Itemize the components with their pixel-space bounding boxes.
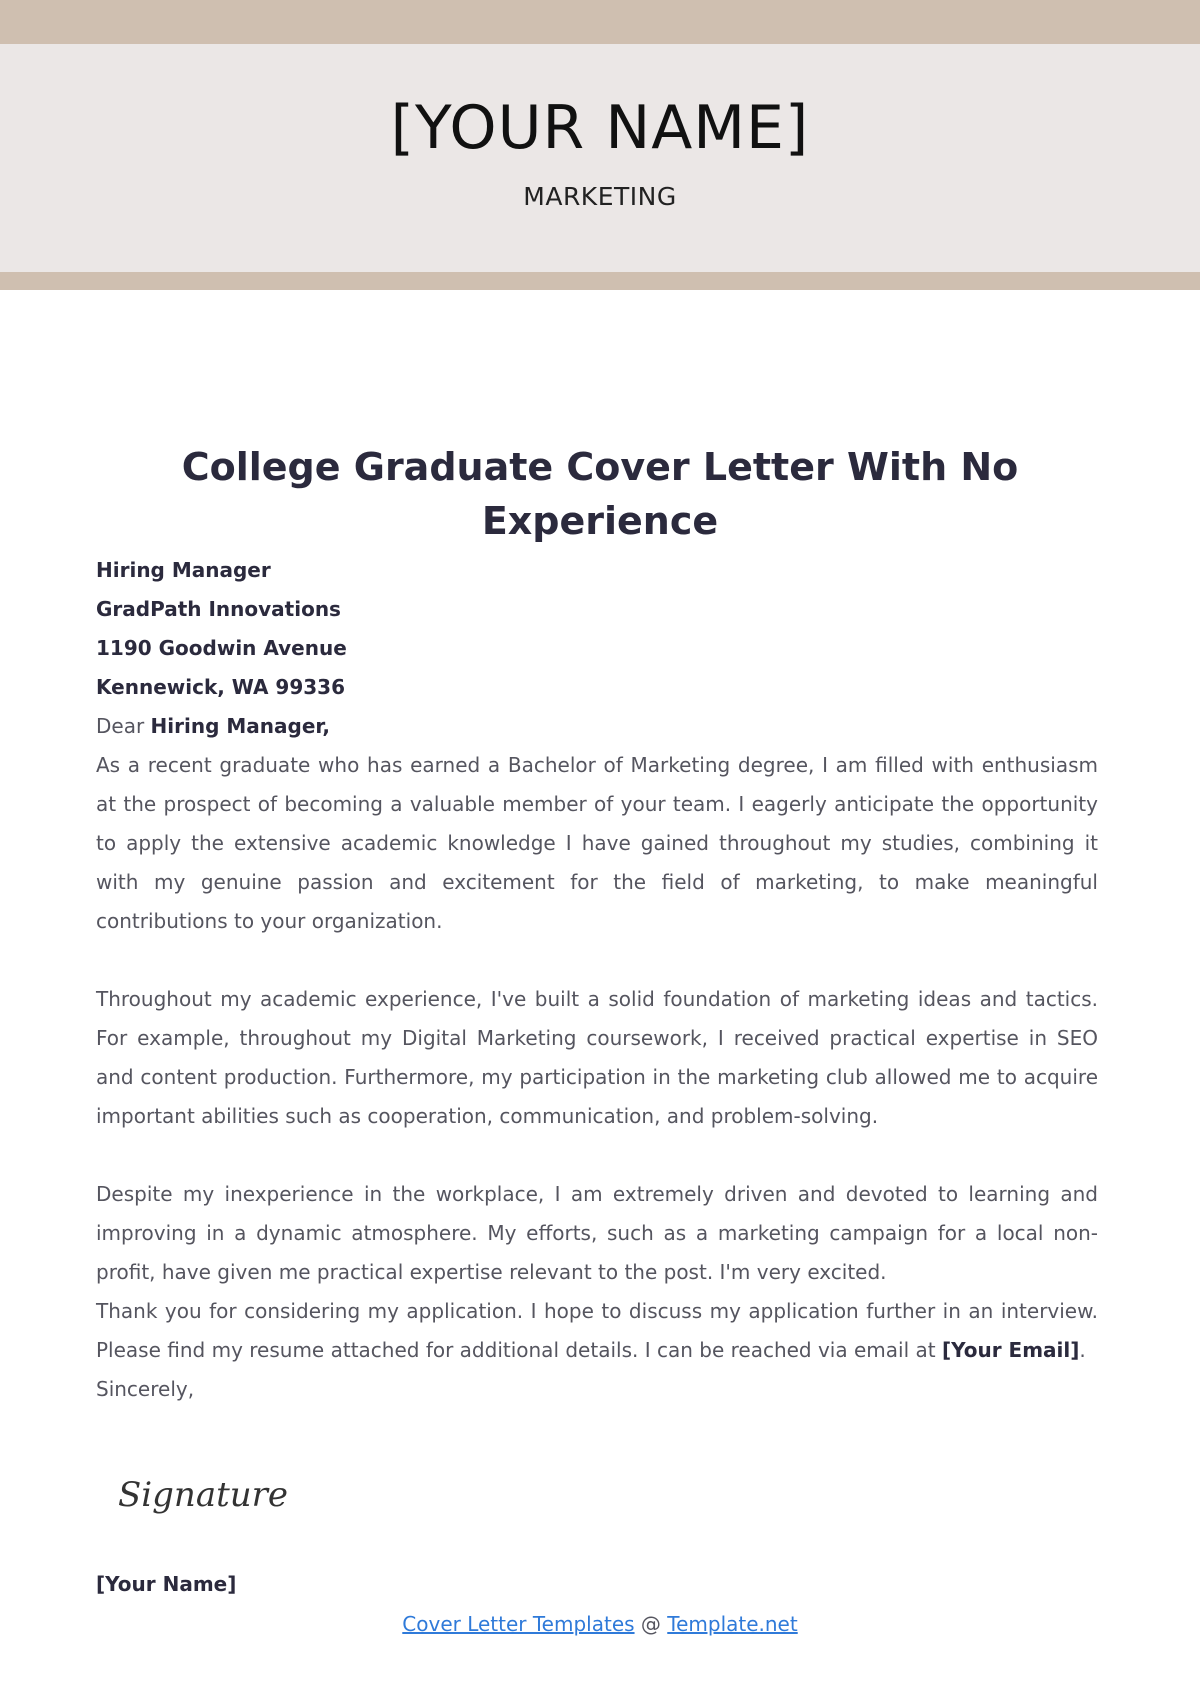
letter-body [96,551,1098,1409]
footer-separator: @ [634,1612,668,1636]
paragraph-spacer [96,941,1098,980]
email-suffix: . [1079,1338,1086,1362]
header-top-band [0,0,1200,44]
cover-letter-templates-link[interactable]: Cover Letter Templates [402,1612,635,1636]
recipient-title: Hiring Manager [96,558,271,582]
document-title: College Graduate Cover Letter With No Experience [181,445,1019,543]
email-placeholder: [Your Email] [941,1338,1080,1362]
signature: Signature [118,1475,289,1515]
header-bottom-band [0,272,1200,290]
salutation-prefix: Dear [96,714,151,738]
paragraph-spacer [96,1136,1098,1175]
recipient-company: GradPath Innovations [96,597,341,621]
recipient-city: Kennewick, WA 99336 [96,675,345,699]
salutation [96,707,1098,746]
closing-name: [Your Name] [96,1572,237,1596]
paragraph-4-text: Thank you for considering my application. I hope to discuss my application further in an interview. Please find my resume attached for additional details. I can be reached via email at [96,1299,1098,1362]
paragraph-1: As a recent graduate who has earned a Bachelor of Marketing degree, I am filled with enthusiasm at the prospect of becoming a valuable member of your team. I eagerly anticipate the opportunity to apply the extensive academic knowledge I have gained throughout my studies, combining it with my genuine passion and excitement for the field of marketing, to make meaningful contributions to your organization. [96,753,1098,933]
paragraph-2: Throughout my academic experience, I've built a solid foundation of marketing ideas and tactics. For example, throughout my Digital Marketing coursework, I received practical expertise in SEO and content production. Furthermore, my participation in the marketing club allowed me to acquire important abilities such as cooperation, communication, and problem-solving. [96,987,1098,1128]
paragraph-4 [96,1292,1098,1370]
valediction: Sincerely, [96,1377,195,1401]
applicant-role: MARKETING [523,182,677,211]
salutation-name: Hiring Manager, [150,714,330,738]
paragraph-3: Despite my inexperience in the workplace, I am extremely driven and devoted to learning and improving in a dynamic atmosphere. My efforts, such as a marketing campaign for a local non-profit, have given me practical expertise relevant to the post. I'm very excited. [96,1182,1098,1284]
footer [0,1612,1200,1636]
applicant-name: [YOUR NAME] [390,93,810,163]
template-net-link[interactable]: Template.net [667,1612,798,1636]
recipient-street: 1190 Goodwin Avenue [96,636,347,660]
